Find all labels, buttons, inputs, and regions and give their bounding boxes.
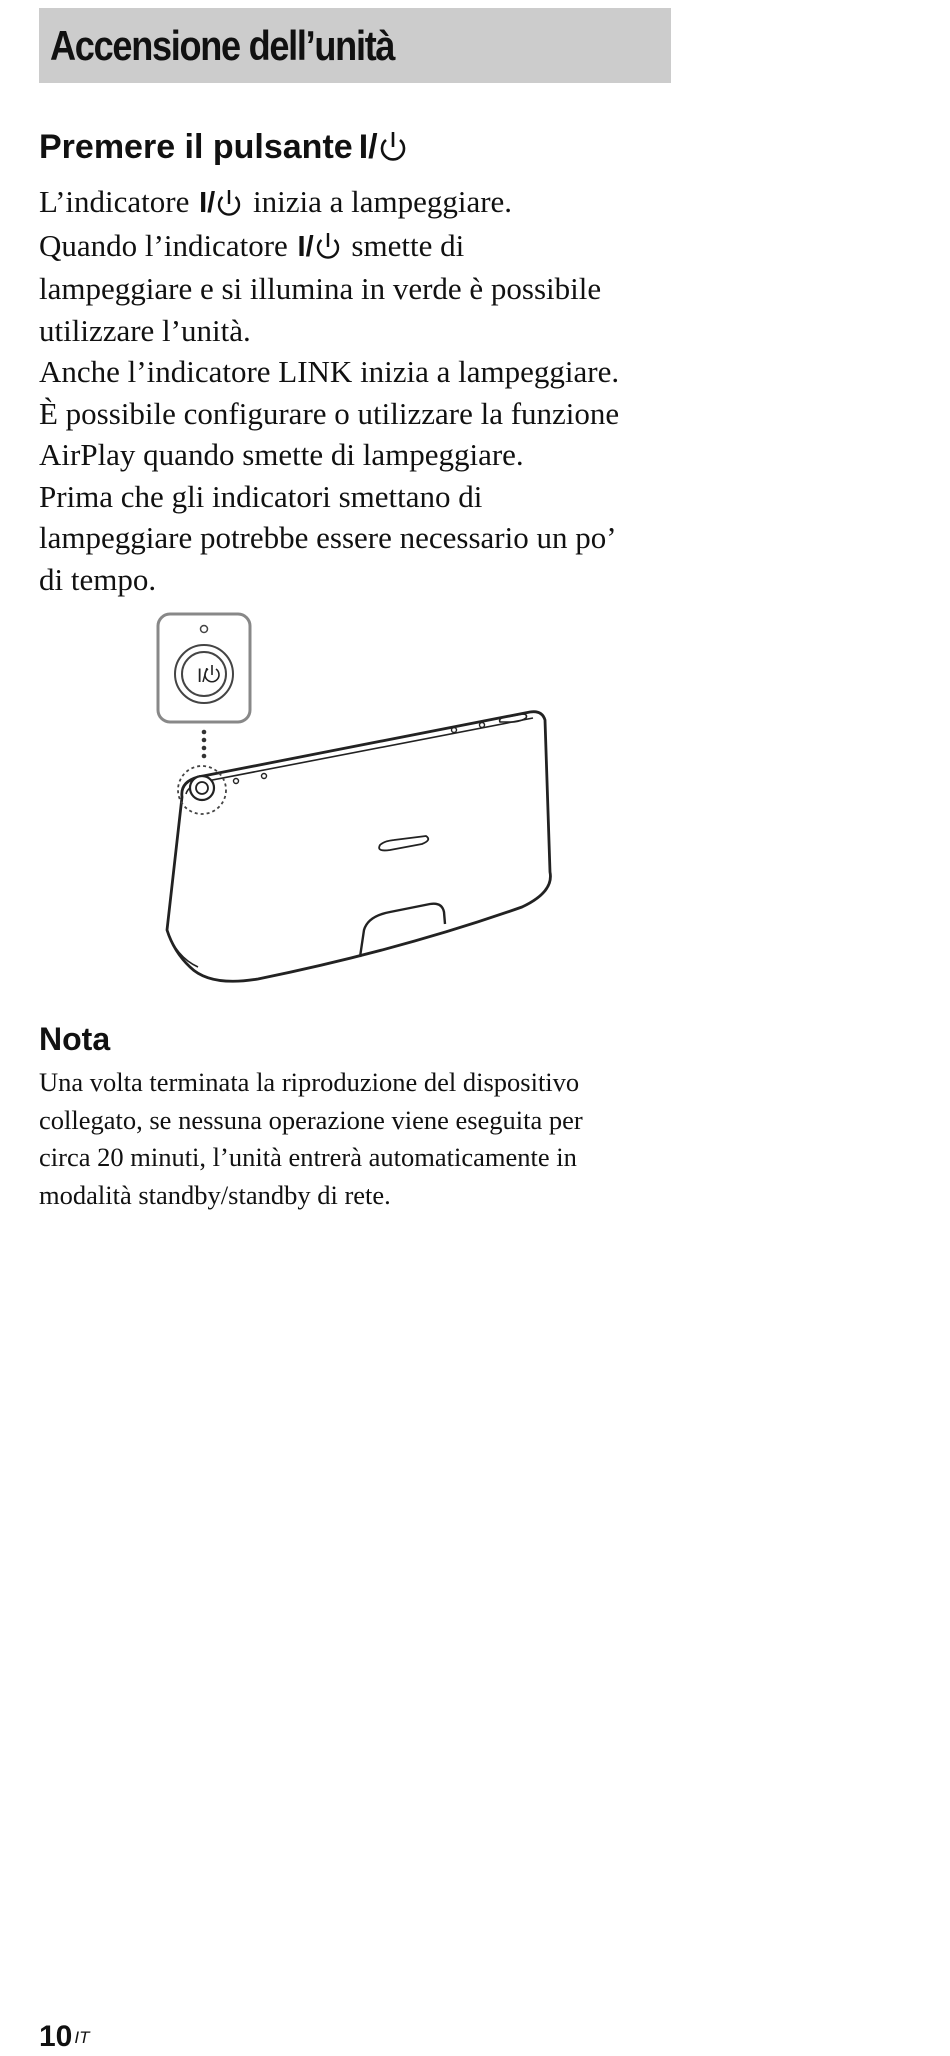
inline-power-1-label: I/: [199, 187, 216, 219]
body-text: [39, 181, 679, 600]
power-symbol-icon: [314, 231, 342, 263]
inline-power-2: [298, 227, 342, 269]
power-symbol-icon: [215, 188, 243, 220]
note-line-1: Una volta terminata la riproduzione del dispositivo: [39, 1067, 580, 1097]
body-line-9: lampeggiare potrebbe essere necessario un po’: [39, 520, 617, 555]
note-line-3: circa 20 minuti, l’unità entrerà automaticamente in: [39, 1142, 577, 1172]
instruction-heading: [39, 124, 408, 170]
body-line-5: Anche l’indicatore LINK inizia a lampeggiare.: [39, 354, 620, 389]
body-line-1-pre: L’indicatore: [39, 184, 190, 219]
callout-button-label: I/: [197, 666, 208, 687]
inline-power-2-label: I/: [297, 230, 314, 263]
note-line-2: collegato, se nessuna operazione viene eseguita per: [39, 1104, 583, 1135]
power-symbol-icon: [378, 130, 408, 164]
body-line-2: [39, 225, 679, 269]
body-line-6: È possibile configurare o utilizzare la funzione: [39, 395, 620, 431]
body-line-1: [39, 181, 679, 225]
page-number-value: 10: [39, 2020, 73, 2053]
body-line-1-post: inizia a lampeggiare.: [252, 184, 513, 219]
page-number-suffix: IT: [74, 2028, 90, 2047]
page-number: [39, 2020, 89, 2055]
note-heading: Nota: [39, 1021, 111, 1057]
power-mark: [359, 124, 408, 170]
body-line-8: Prima che gli indicatori smettano di: [39, 478, 483, 514]
note-line-4: modalità standby/standby di rete.: [39, 1179, 391, 1210]
callout-leader: [202, 730, 207, 759]
instruction-heading-text: Premere il pulsante: [39, 128, 353, 166]
section-title: Accensione dell’unità: [50, 21, 395, 69]
section-header: [39, 8, 671, 83]
inline-power-1: [199, 183, 243, 225]
power-mark-label: I/: [358, 128, 378, 166]
body-line-2-pre: Quando l’indicatore: [39, 227, 288, 263]
note-text: [39, 1064, 679, 1214]
speaker-dock-illustration: [150, 612, 570, 1002]
body-line-2-post: smette di: [351, 227, 465, 263]
body-line-10: di tempo.: [39, 561, 157, 597]
body-line-4: utilizzare l’unità.: [39, 312, 251, 348]
speaker-dock-body: [167, 712, 550, 982]
body-line-3: lampeggiare e si illumina in verde è possibile: [39, 271, 602, 306]
body-line-7: AirPlay quando smette di lampeggiare.: [39, 437, 524, 472]
power-button-callout: [158, 614, 250, 722]
